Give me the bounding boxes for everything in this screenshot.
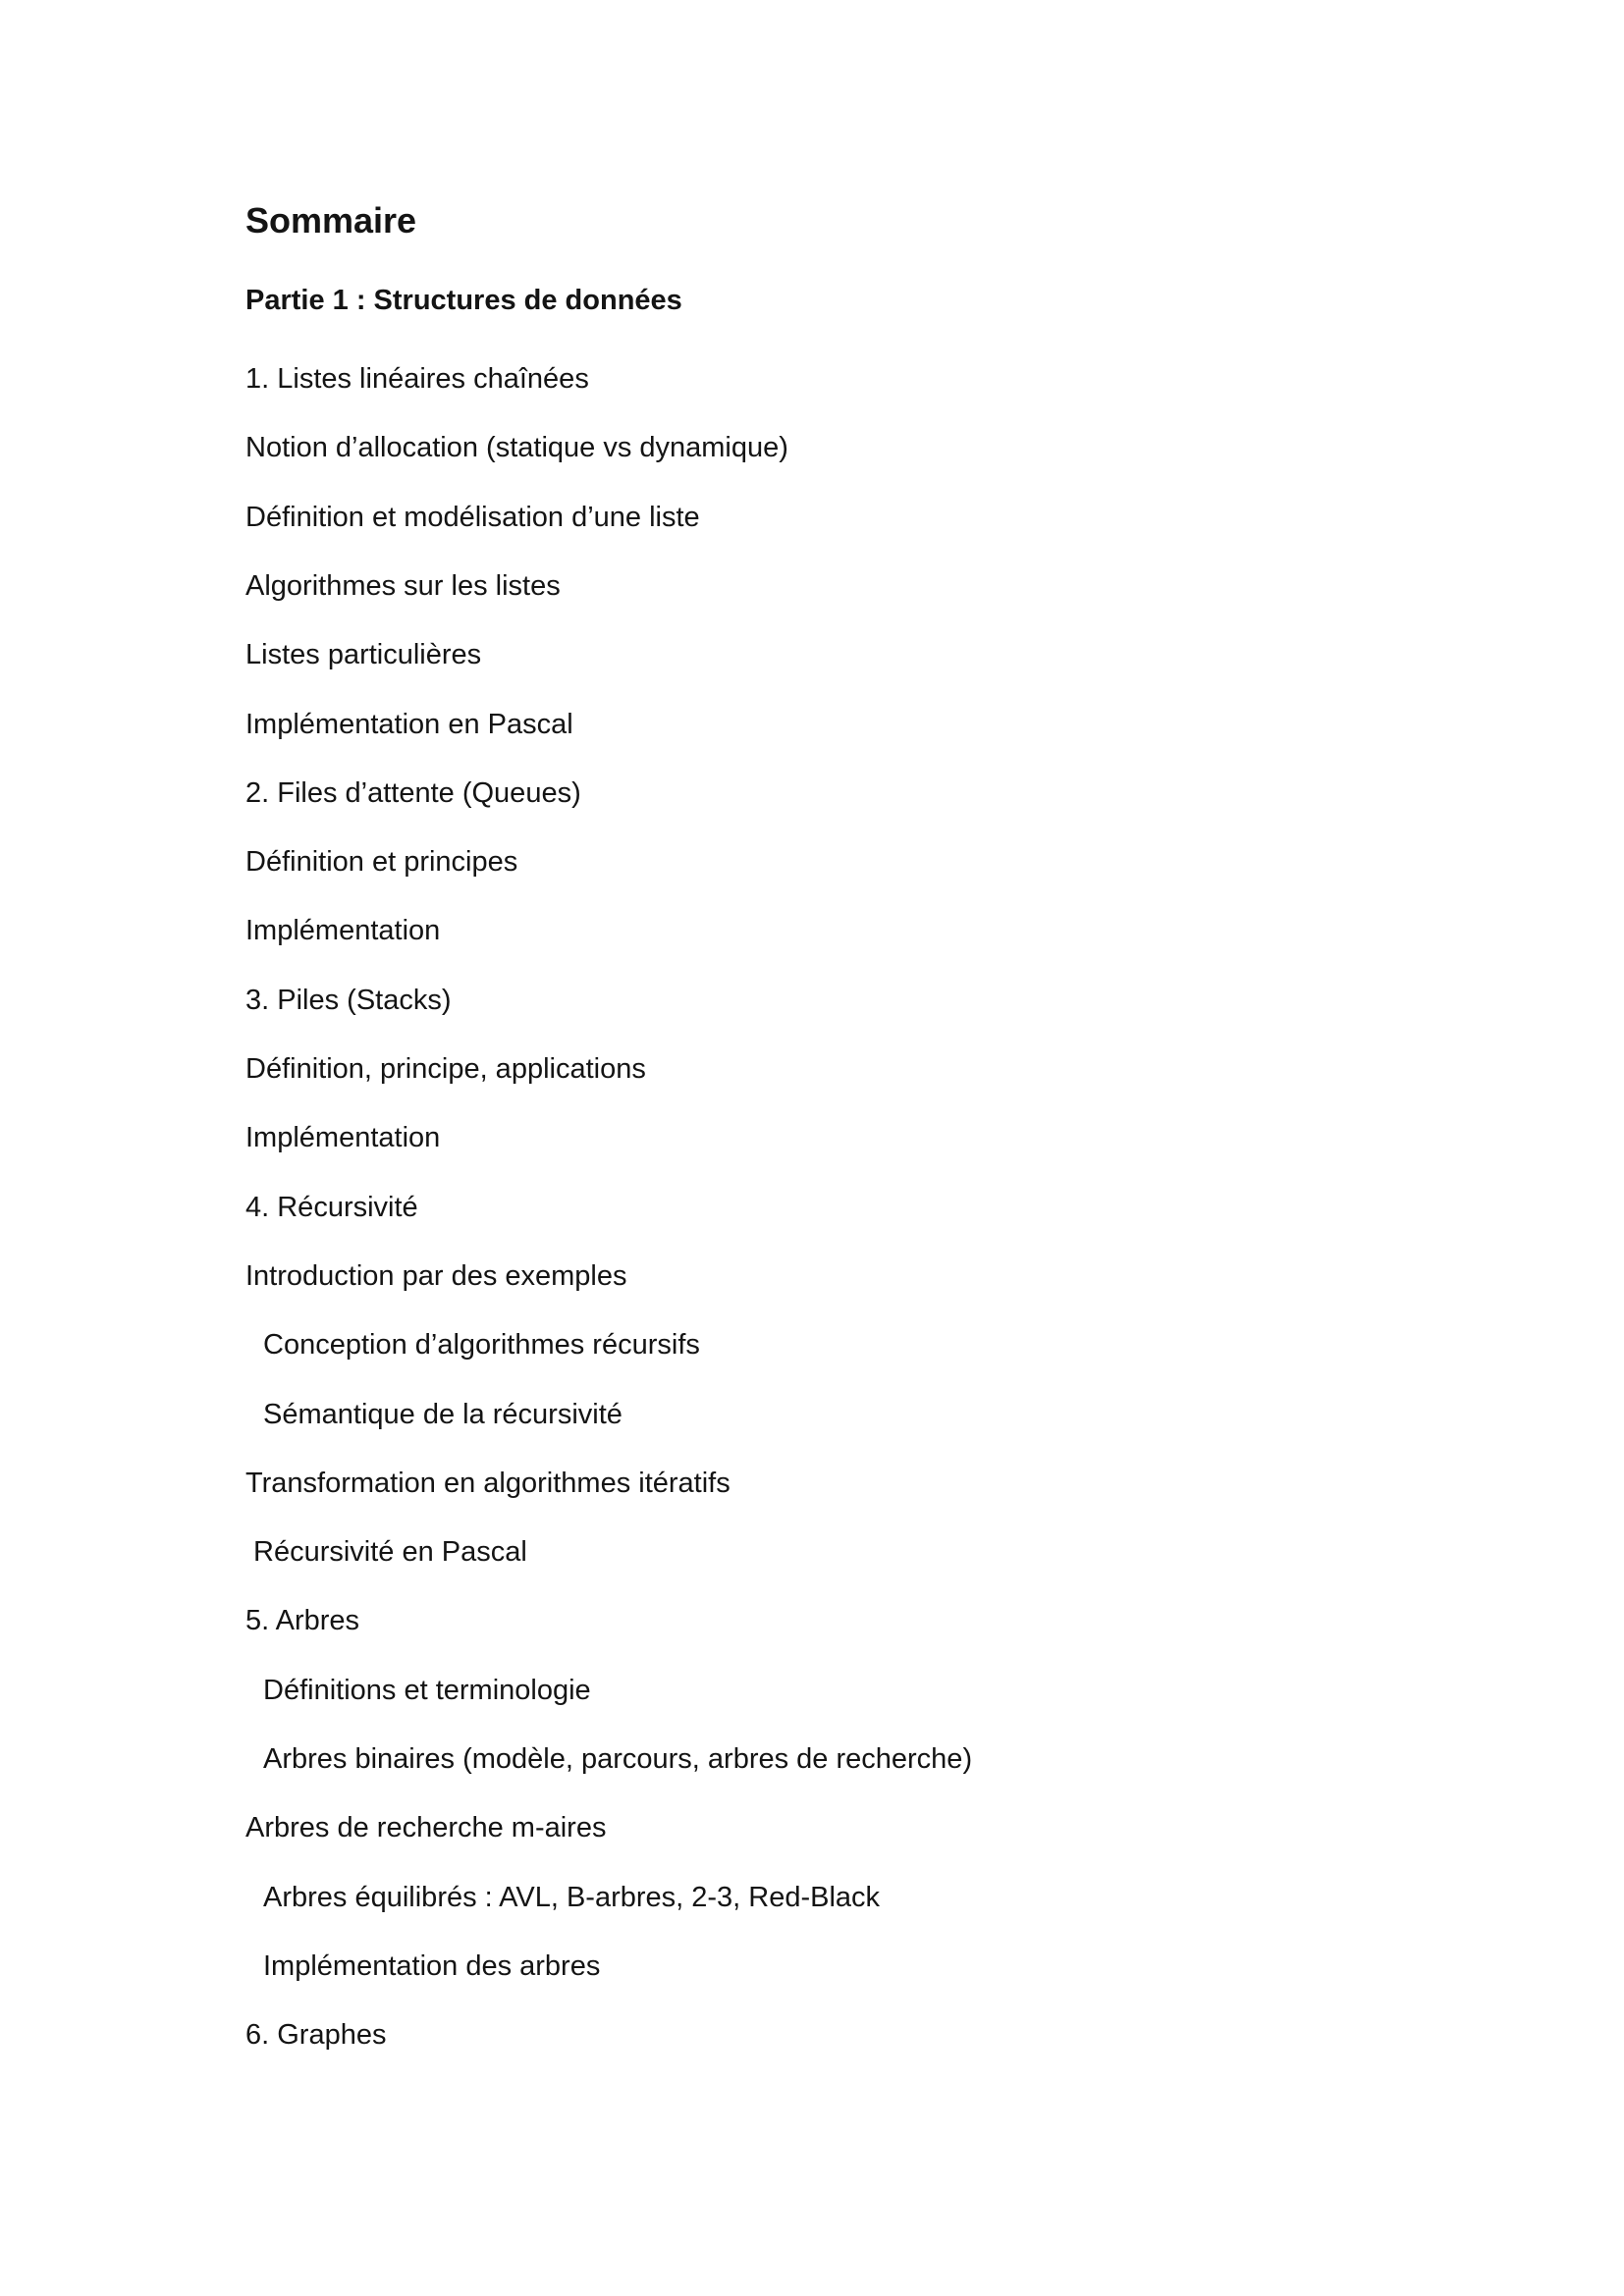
- toc-line: 1. Listes linéaires chaînées: [245, 363, 589, 395]
- toc-line: 2. Files d’attente (Queues): [245, 777, 581, 809]
- toc-line: Sémantique de la récursivité: [263, 1399, 623, 1430]
- toc-line: Algorithmes sur les listes: [245, 570, 561, 602]
- toc-line: Notion d’allocation (statique vs dynamique): [245, 432, 788, 463]
- toc-line: 5. Arbres: [245, 1605, 360, 1636]
- toc-line: Définition, principe, applications: [245, 1053, 646, 1085]
- toc-line: Introduction par des exemples: [245, 1260, 627, 1292]
- toc-line: 3. Piles (Stacks): [245, 985, 452, 1016]
- toc-line: 6. Graphes: [245, 2019, 387, 2051]
- toc-line: Arbres de recherche m-aires: [245, 1812, 607, 1843]
- toc-line: Définition et principes: [245, 846, 518, 878]
- toc-line: 4. Récursivité: [245, 1192, 418, 1223]
- toc-line: Implémentation en Pascal: [245, 709, 573, 740]
- toc-line: Récursivité en Pascal: [253, 1536, 527, 1568]
- section-heading: Partie 1 : Structures de données: [245, 285, 682, 316]
- toc-line: Listes particulières: [245, 639, 482, 670]
- toc-line: Conception d’algorithmes récursifs: [263, 1329, 700, 1361]
- toc-line: Définitions et terminologie: [263, 1675, 591, 1706]
- toc-line: Définition et modélisation d’une liste: [245, 502, 700, 533]
- toc-line: Implémentation: [245, 1122, 441, 1153]
- toc-line: Arbres équilibrés : AVL, B-arbres, 2-3, Red-Black: [263, 1882, 881, 1913]
- toc-line: Implémentation des arbres: [263, 1950, 601, 1982]
- toc-line: Implémentation: [245, 915, 441, 946]
- toc-line: Transformation en algorithmes itératifs: [245, 1468, 731, 1499]
- toc-line: Arbres binaires (modèle, parcours, arbres de recherche): [263, 1743, 973, 1775]
- page-title: Sommaire: [245, 200, 417, 240]
